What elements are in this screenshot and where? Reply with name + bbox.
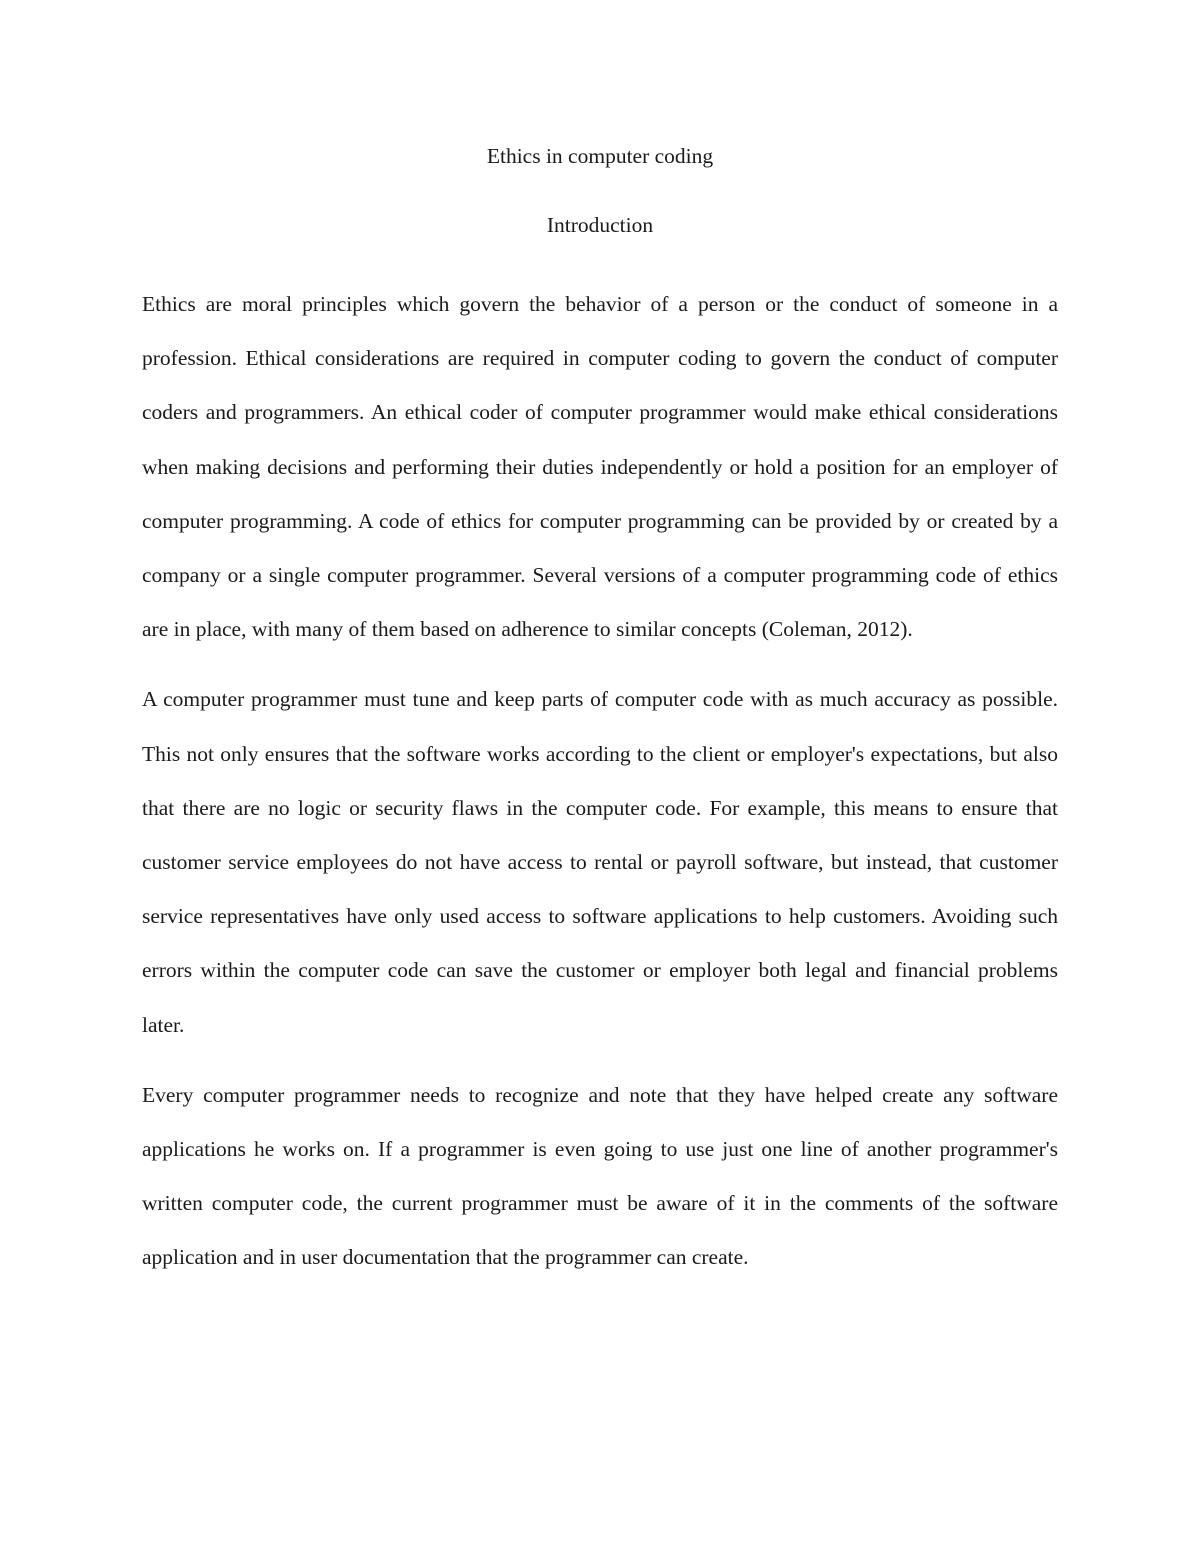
paragraph-3: Every computer programmer needs to recognize and note that they have helped create any software applications he works on. If a programmer is even going to use just one line of another programmer's written computer code, the current programmer must be aware of it in the comments of the software application and in user documentation that the programmer can create. xyxy=(142,1082,1058,1270)
paragraph-2: A computer programmer must tune and keep parts of computer code with as much accuracy as possible. This not only ensures that the software works according to the client or employer's expectations, but also that there are no logic or security flaws in the computer code. For example, this means to ensure that customer service employees do not have access to rental or payroll software, but instead, that customer service representatives have only used access to software applications to help customers. Avoiding such errors within the computer code can save the customer or employer both legal and financial problems later. xyxy=(142,687,1058,1037)
section-heading-introduction: Introduction xyxy=(546,213,654,237)
document-title: Ethics in computer coding xyxy=(486,144,714,168)
text-column xyxy=(142,139,1058,1301)
paragraph-1: Ethics are moral principles which govern the behavior of a person or the conduct of someone in a profession. Ethical considerations are required in computer coding to govern the conduct of computer coders and programmers. An ethical coder of computer programmer would make ethical considerations when making decisions and performing their duties independently or hold a position for an employer of computer programming. A code of ethics for computer programming can be provided by or created by a company or a single computer programmer. Several versions of a computer programming code of ethics are in place, with many of them based on adherence to similar concepts (Coleman, 2012). xyxy=(142,292,1058,642)
